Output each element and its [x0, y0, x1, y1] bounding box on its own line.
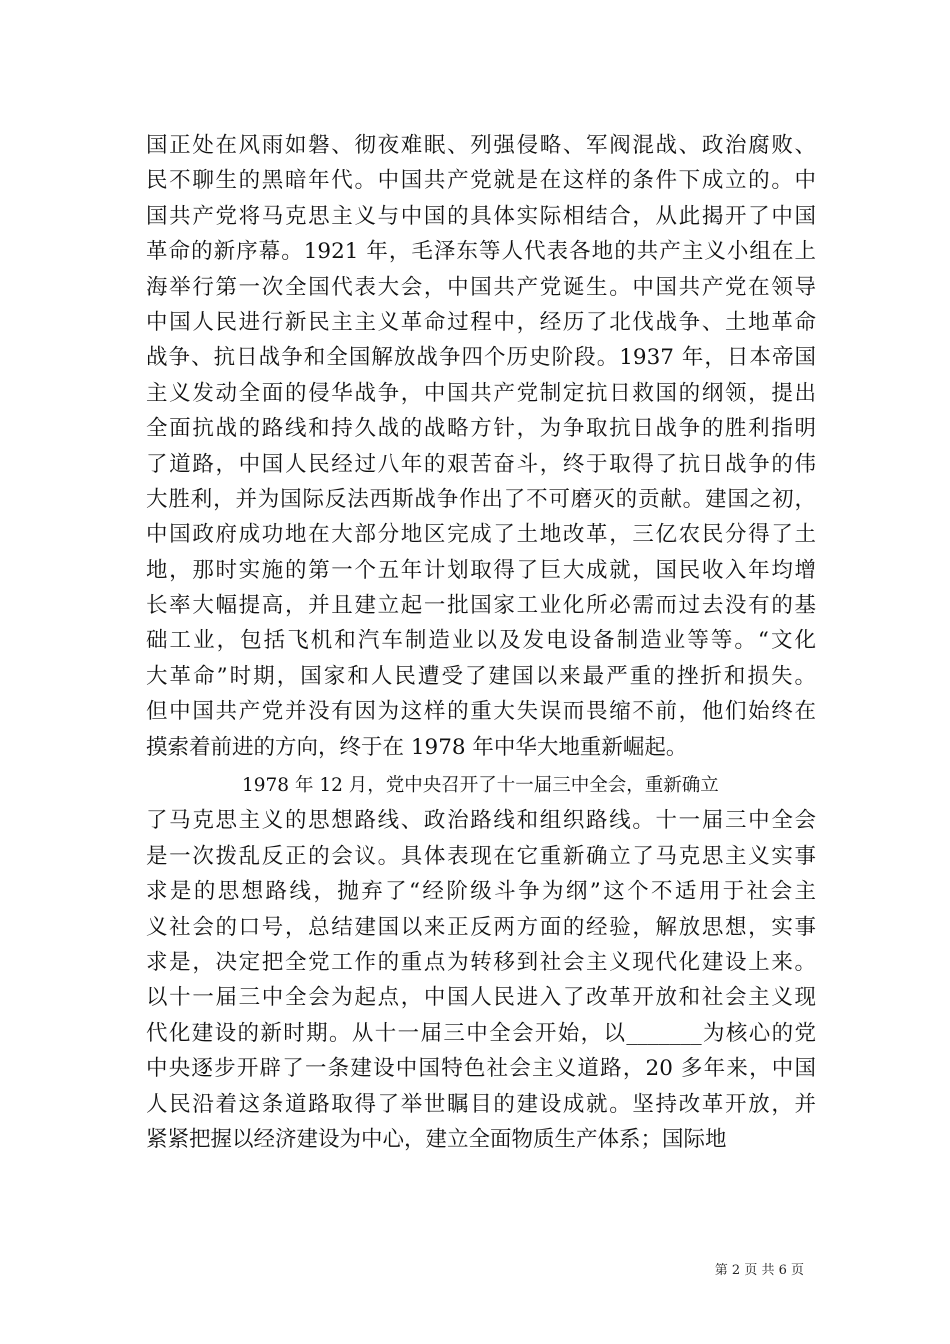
- text-line: 民不聊生的黑暗年代。中国共产党就是在这样的条件下成立的。中: [146, 168, 816, 194]
- text-line: 但中国共产党并没有因为这样的重大失误而畏缩不前，他们始终在: [146, 699, 816, 725]
- text-line: 义社会的口号，总结建国以来正反两方面的经验，解放思想，实事: [146, 914, 816, 940]
- text-line: 国正处在风雨如磐、彻夜难眠、列强侵略、军阀混战、政治腐败、: [146, 133, 816, 158]
- text-line: 中央逐步开辟了一条建设中国特色社会主义道路，20 多年来，中国: [146, 1056, 816, 1082]
- text-line: 紧紧把握以经济建设为中心，建立全面物质生产体系；国际地: [146, 1126, 727, 1152]
- text-line: 革命的新序幕。1921 年，毛泽东等人代表各地的共产主义小组在上: [146, 239, 816, 265]
- text-line: 中国政府成功地在大部分地区完成了土地改革，三亿农民分得了土: [146, 522, 816, 548]
- text-line: 国共产党将马克思主义与中国的具体实际相结合，从此揭开了中国: [146, 203, 816, 229]
- text-line: 摸索着前进的方向，终于在 1978 年中华大地重新崛起。: [146, 734, 688, 760]
- text-line: 了道路，中国人民经过八年的艰苦奋斗，终于取得了抗日战争的伟: [146, 451, 816, 477]
- text-line: 础工业，包括飞机和汽车制造业以及发电设备制造业等等。“文化: [146, 628, 816, 654]
- text-line: 战争、抗日战争和全国解放战争四个历史阶段。1937 年，日本帝国: [146, 345, 816, 371]
- text-line: 主义发动全面的侵华战争，中国共产党制定抗日救国的纲领，提出: [146, 380, 816, 406]
- paragraph-1: [146, 128, 816, 765]
- text-line: 人民沿着这条道路取得了举世瞩目的建设成就。坚持改革开放，并: [146, 1091, 816, 1117]
- text-line: 大胜利，并为国际反法西斯战争作出了不可磨灭的贡献。建国之初，: [146, 486, 816, 512]
- paragraph-2: [146, 768, 816, 1157]
- text-line: 地，那时实施的第一个五年计划取得了巨大成就，国民收入年均增: [146, 557, 816, 583]
- text-line: 以十一届三中全会为起点，中国人民进入了改革开放和社会主义现: [146, 985, 816, 1011]
- text-line: 1978 年 12 月，党中央召开了十一届三中全会，重新确立: [242, 775, 719, 797]
- text-line: 大革命”时期，国家和人民遭受了建国以来最严重的挫折和损失。: [146, 663, 816, 689]
- text-line: 全面抗战的路线和持久战的战略方针，为争取抗日战争的胜利指明: [146, 416, 816, 442]
- text-line: 是一次拨乱反正的会议。具体表现在它重新确立了马克思主义实事: [146, 843, 816, 869]
- text-line: 中国人民进行新民主主义革命过程中，经历了北伐战争、土地革命: [146, 309, 816, 335]
- text-line: 代化建设的新时期。从十一届三中全会开始，以_______为核心的党: [146, 1020, 816, 1046]
- text-line: 海举行第一次全国代表大会，中国共产党诞生。中国共产党在领导: [146, 274, 816, 300]
- text-line: 了马克思主义的思想路线、政治路线和组织路线。十一届三中全会: [146, 808, 816, 834]
- text-line: 长率大幅提高，并且建立起一批国家工业化所必需而过去没有的基: [146, 593, 816, 619]
- page-number-footer: 第 2 页 共 6 页: [714, 1263, 804, 1278]
- body-text: [146, 128, 816, 1157]
- text-line: 求是的思想路线，抛弃了“经阶级斗争为纲”这个不适用于社会主: [146, 879, 816, 905]
- text-line: 求是，决定把全党工作的重点为转移到社会主义现代化建设上来。: [146, 949, 816, 975]
